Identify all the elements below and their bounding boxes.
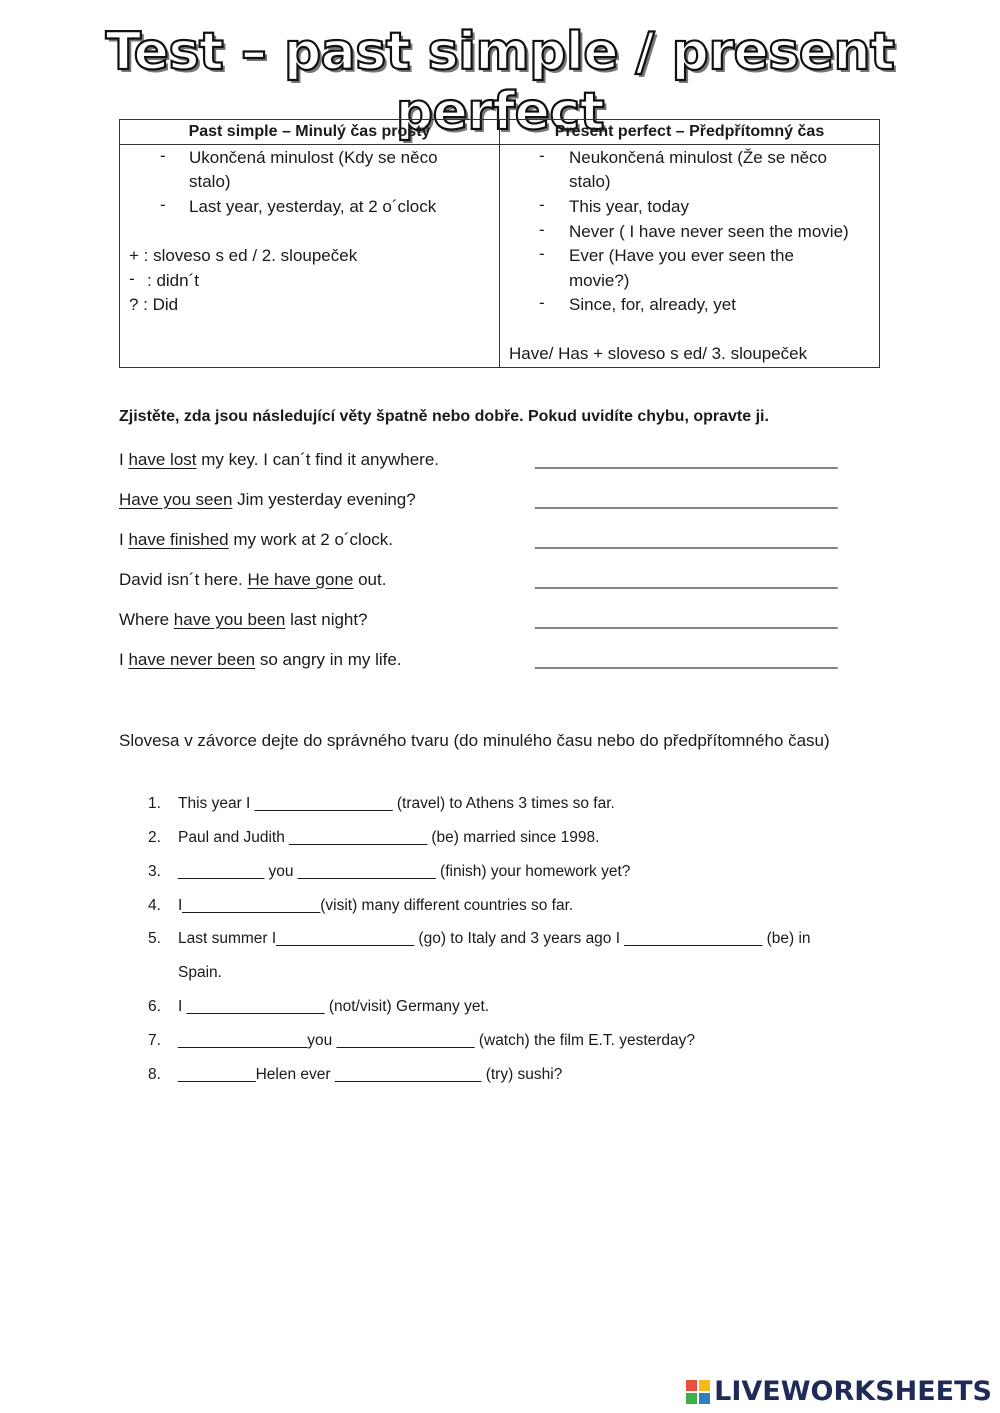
item-number: 5. — [148, 930, 161, 947]
exercise2-item[interactable]: Last summer I________________ (go) to Italy and 3 years ago I ________________ (be) in — [178, 930, 811, 947]
exercise1-sentence: David isn´t here. He have gone out. — [119, 570, 387, 589]
rule-line: : didn´t — [147, 271, 199, 290]
exercise2-item[interactable]: Paul and Judith ________________ (be) married since 1998. — [178, 829, 600, 846]
bullet-dash: - — [539, 220, 545, 239]
item-number: 4. — [148, 897, 161, 914]
exercise2-item[interactable]: _________Helen ever _________________ (try) sushi? — [178, 1066, 563, 1083]
rule-line: Last year, yesterday, at 2 o´clock — [189, 197, 437, 216]
answer-blank[interactable]: ________________________________ — [535, 650, 838, 669]
logo-text: LIVEWORKSHEETS — [714, 1376, 992, 1407]
liveworksheets-logo-icon — [686, 1380, 710, 1404]
past-simple-header: Past simple – Minulý čas prostý — [120, 120, 500, 145]
grammar-rules-table — [119, 119, 880, 368]
exercise1-sentence: Where have you been last night? — [119, 610, 368, 629]
past-simple-rules — [120, 145, 499, 367]
answer-blank[interactable]: ________________________________ — [535, 610, 838, 629]
rule-line: Ukončená minulost (Kdy se něco — [189, 148, 438, 167]
rule-line: + : sloveso s ed / 2. sloupeček — [129, 246, 358, 265]
exercise2-item[interactable]: I________________(visit) many different countries so far. — [178, 897, 574, 914]
item-number: 1. — [148, 795, 161, 812]
rule-line: ? : Did — [129, 295, 179, 314]
exercise1-sentence: I have finished my work at 2 o´clock. — [119, 530, 394, 549]
item-number: 6. — [148, 998, 161, 1015]
exercise1-sentence: I have never been so angry in my life. — [119, 650, 402, 669]
answer-blank[interactable]: ________________________________ — [535, 570, 838, 589]
exercise1-sentence: Have you seen Jim yesterday evening? — [119, 490, 416, 509]
item-number: 7. — [148, 1032, 161, 1049]
liveworksheets-logo[interactable] — [686, 1376, 992, 1407]
bullet-dash: - — [539, 244, 545, 263]
rule-line: movie?) — [569, 271, 630, 290]
exercise2-item[interactable]: __________ you ________________ (finish) your homework yet? — [178, 863, 631, 880]
answer-blank[interactable]: ________________________________ — [535, 530, 838, 549]
answer-blank[interactable]: ________________________________ — [535, 450, 838, 469]
present-perfect-rules — [500, 145, 879, 367]
rule-line: stalo) — [189, 172, 231, 191]
bullet-dash: - — [129, 269, 135, 288]
page-title: Test – past simple / present perfect — [105, 22, 895, 142]
rule-line: Neukončená minulost (Že se něco — [569, 148, 827, 167]
bullet-dash: - — [539, 146, 545, 165]
exercise2-item[interactable]: I ________________ (not/visit) Germany yet. — [178, 998, 490, 1015]
exercise2-item[interactable]: _______________you ________________ (watch) the film E.T. yesterday? — [178, 1032, 696, 1049]
exercise2-item-continuation: Spain. — [178, 964, 222, 981]
rule-line: Have/ Has + sloveso s ed/ 3. sloupeček — [509, 344, 808, 363]
exercise2-item[interactable]: This year I ________________ (travel) to Athens 3 times so far. — [178, 795, 615, 812]
rule-line: Ever (Have you ever seen the — [569, 246, 794, 265]
exercise1-sentence: I have lost my key. I can´t find it anywhere. — [119, 450, 439, 469]
item-number: 2. — [148, 829, 161, 846]
present-perfect-header: Present perfect – Předpřítomný čas — [500, 120, 880, 145]
rule-line: Never ( I have never seen the movie) — [569, 222, 849, 241]
bullet-dash: - — [160, 146, 166, 165]
bullet-dash: - — [160, 195, 166, 214]
exercise1-instruction: Zjistěte, zda jsou následující věty špatně nebo dobře. Pokud uvidíte chybu, opravte ji. — [119, 408, 769, 425]
bullet-dash: - — [539, 195, 545, 214]
item-number: 3. — [148, 863, 161, 880]
rule-line: stalo) — [569, 172, 611, 191]
rule-line: Since, for, already, yet — [569, 295, 736, 314]
answer-blank[interactable]: ________________________________ — [535, 490, 838, 509]
exercise2-instruction: Slovesa v závorce dejte do správného tvaru (do minulého času nebo do předpřítomného času) — [119, 731, 830, 750]
rule-line: This year, today — [569, 197, 690, 216]
item-number: 8. — [148, 1066, 161, 1083]
bullet-dash: - — [539, 293, 545, 312]
